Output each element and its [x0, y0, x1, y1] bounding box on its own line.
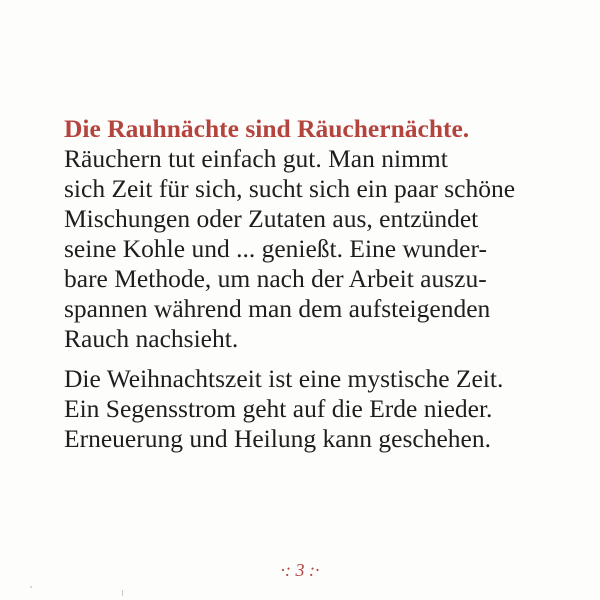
- paragraph-2-line: Ein Segensstrom geht auf die Erde nieder.: [64, 394, 493, 423]
- paragraph-2-line: Die Weihnachtszeit ist eine mystische Zeit.: [64, 364, 504, 393]
- paragraph-2: [64, 364, 574, 454]
- paragraph-1-line: Mischungen oder Zutaten aus, entzündet: [64, 204, 479, 233]
- paragraph-1-line: sich Zeit für sich, sucht sich ein paar schöne: [64, 174, 516, 203]
- heading: Die Rauhnächte sind Räuchernächte.: [64, 114, 470, 143]
- paragraph-1-line: bare Methode, um nach der Arbeit auszu-: [64, 264, 487, 293]
- paragraph-1: [64, 144, 574, 354]
- page-number: ·: 3 :·: [280, 560, 320, 580]
- scan-speck: [122, 590, 123, 596]
- text-block: [64, 114, 574, 454]
- scan-speck: [30, 586, 32, 588]
- paragraph-2-line: Erneuerung und Heilung kann geschehen.: [64, 424, 491, 453]
- paragraph-1-line: Rauch nachsieht.: [64, 324, 239, 353]
- paragraph-1-line: Räuchern tut einfach gut. Man nimmt: [64, 144, 448, 173]
- paragraph-1-line: seine Kohle und ... genießt. Eine wunder-: [64, 234, 487, 263]
- paragraph-1-line: spannen während man dem aufsteigenden: [64, 294, 491, 323]
